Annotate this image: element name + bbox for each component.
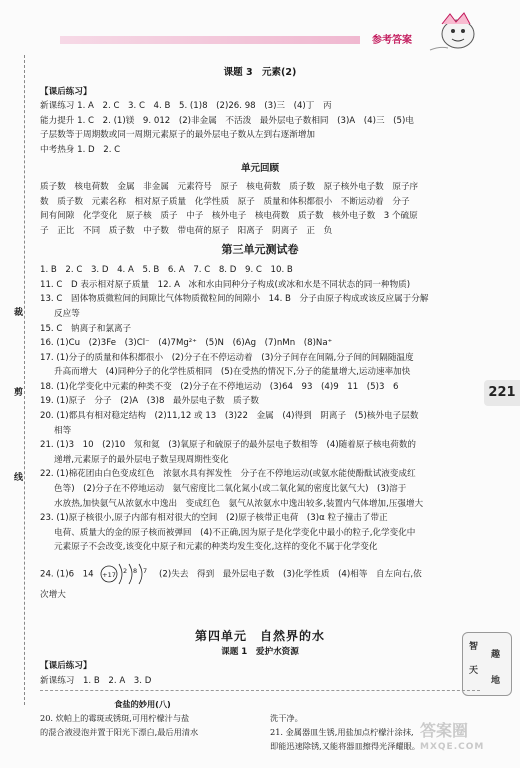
- answers-content: [40, 62, 480, 602]
- test-line: 递增,元素原子的最外层电子数呈现周期性变化: [54, 454, 229, 465]
- test-line: 19. (1)原子 分子 (2)A (3)8 最外层电子数 质子数: [40, 396, 259, 407]
- unit4-subtitle: 课题 1 爱护水资源: [221, 647, 299, 657]
- review-line: 数 质子数 元素名称 相对原子质量 化学性质 原子 质量和体积都很小 不断运动着 分子: [40, 196, 410, 207]
- lesson3-line: 新课练习 1. A 2. C 3. C 4. B 5. (1)8 (2)26. 98 (3)三 (4)丁 丙: [40, 101, 332, 112]
- test-line: 16. (1)Cu (2)3Fe (3)Cl⁻ (4)7Mg²⁺ (5)N (6)Ag (7)nMn (8)Na⁺: [40, 338, 333, 349]
- tips-left: [40, 697, 245, 739]
- test-line: 电荷、质量大的金的原子核而被弹回 (4)不正确,因为原子是化学变化中最小的粒子,化学变化中: [54, 527, 416, 538]
- svg-text:8: 8: [133, 567, 138, 575]
- test-line: 1. B 2. C 3. D 4. A 5. B 6. A 7. C 8. D 9. C 10. B: [40, 265, 293, 276]
- side-label-cut: 裁: [14, 308, 24, 318]
- corner-char: 天: [469, 666, 479, 676]
- tips-heading: 食盐的妙用(八): [114, 699, 171, 709]
- side-label-line: 线: [14, 473, 24, 483]
- test-line: 水放热,加快氨气从浓氨水中逸出 变成红色 氨气从浓氨水中逸出较多,装置内气体增加,压强增大: [54, 498, 424, 509]
- lesson3-section: 【课后练习】: [40, 86, 92, 97]
- unit4-answers: 新课练习 1. B 2. A 3. D: [40, 676, 152, 686]
- header-label: 参考答案: [372, 35, 412, 46]
- tips-line: 的混合液浸泡并置于阳光下漂白,最后用清水: [40, 727, 199, 737]
- header-band: [60, 36, 360, 44]
- watermark-sub: MXQE.COM: [420, 742, 485, 752]
- test-title: 第三单元测试卷: [221, 242, 299, 256]
- review-line: 子 正比 不同 质子数 中子数 带电荷的原子 阳离子 阴离子 正 负: [40, 225, 333, 236]
- test-line: 18. (1)化学变化中元素的种类不变 (2)分子在不停地运动 (3)64 93 (4)9 11 (5)3 6: [40, 381, 399, 392]
- svg-text:7: 7: [143, 567, 148, 575]
- q24-prefix: 24. (1)6 14: [40, 569, 94, 580]
- review-line: 质子数 核电荷数 金属 非金属 元素符号 原子 核电荷数 质子数 原子核外电子数 原子序: [40, 182, 419, 193]
- svg-text:2: 2: [123, 567, 128, 575]
- q24-line: [40, 561, 480, 588]
- watermark: 答案圈: [420, 721, 469, 740]
- lesson3-line: 中考热身 1. D 2. C: [40, 144, 121, 155]
- test-line: 17. (1)分子的质量和体积都很小 (2)分子在不停运动着 (3)分子间存在间隔,分子间的间隔随温度: [40, 352, 414, 363]
- svg-text:+17: +17: [102, 571, 117, 579]
- tips-line: 21. 金属器皿生锈,用盐加点柠檬汁涂抹,: [270, 727, 414, 737]
- review-line: 间有间隙 化学变化 原子核 质子 中子 核外电子 核电荷数 质子数 核外电子数 3 个硫原: [40, 211, 418, 222]
- tips-line: 洗干净。: [270, 713, 303, 723]
- corner-char: 趣: [491, 650, 501, 660]
- corner-decoration: [462, 632, 512, 696]
- test-line: 22. (1)棉花团由白色变成红色 浓氨水具有挥发性 分子在不停地运动(或氨水能使酚酞试液变成红: [40, 469, 416, 480]
- test-line: 21. (1)3 10 (2)10 氖和氦 (3)氧原子和硫原子的最外层电子数相等 (4)随着原子核电荷数的: [40, 440, 417, 451]
- test-line: 元素原子不会改变,该变化中原子和元素的种类均发生变化,这样的变化不属于化学变化: [54, 542, 378, 553]
- test-line: 20. (1)都具有相对稳定结构 (2)11,12 或 13 (3)22 金属 (4)得到 阴离子 (5)核外电子层数: [40, 411, 419, 422]
- q24-rest: (2)失去 得到 最外层电子数 (3)化学性质 (4)相等 自左向右,依: [159, 569, 422, 580]
- side-label-cut2: 剪: [14, 388, 24, 398]
- cut-line: [24, 55, 25, 705]
- test-line: 13. C 固体物质微粒间的间隙比气体物质微粒间的间隙小 14. B 分子由原子构成或该反应属于分解: [40, 294, 429, 305]
- cartoon-decoration-icon: [420, 10, 490, 55]
- lesson3-line: 能力提升 1. C 2. (1)镁 9. 012 (2)非金属 不活泼 最外层电子数相同 (3)A (4)三 (5)电: [40, 115, 414, 126]
- atom-structure-icon: [99, 561, 153, 587]
- unit4-section: 【课后练习】: [40, 661, 92, 671]
- tips-line: 即能迅速除锈,又能将器皿擦得光泽耀眼。: [270, 741, 420, 751]
- test-line: 升高而增大 (4)同种分子的化学性质相同 (5)在受热的情况下,分子的能量增大,运动速率加快: [54, 367, 411, 378]
- lesson3-title: 课题 3 元素(2): [223, 67, 297, 78]
- q24-cont: 次增大: [40, 589, 66, 600]
- test-line: 色等) (2)分子在不停地运动 氨气密度比二氧化氮小(或二氧化氮的密度比氨气大) (3)溶于: [54, 484, 407, 495]
- unit4-title: 第四单元 自然界的水: [194, 629, 325, 643]
- test-line: 相等: [54, 425, 72, 436]
- bottom-divider: [40, 690, 480, 691]
- tips-line: 20. 炊帕上的霉斑或锈斑,可用柠檬汁与盐: [40, 713, 190, 723]
- lesson3-line: 子层数等于周期数或同一周期元素原子的最外层电子数从左到右逐渐增加: [40, 130, 316, 141]
- corner-char: 地: [491, 676, 501, 686]
- test-line: 15. C 钠离子和氯离子: [40, 323, 132, 334]
- review-title: 单元回顾: [240, 162, 279, 174]
- test-line: 23. (1)原子核很小,原子内部有相对很大的空间 (2)原子核带正电荷 (3)α 粒子撞击了带正: [40, 513, 388, 524]
- test-line: 11. C D 表示相对原子质量 12. A 冰和水由同种分子构成(或冰和水是不同状态的同一种物质): [40, 279, 411, 290]
- test-line: 反应等: [54, 308, 80, 319]
- page-number: 221: [484, 380, 520, 406]
- corner-char: 智: [469, 642, 479, 652]
